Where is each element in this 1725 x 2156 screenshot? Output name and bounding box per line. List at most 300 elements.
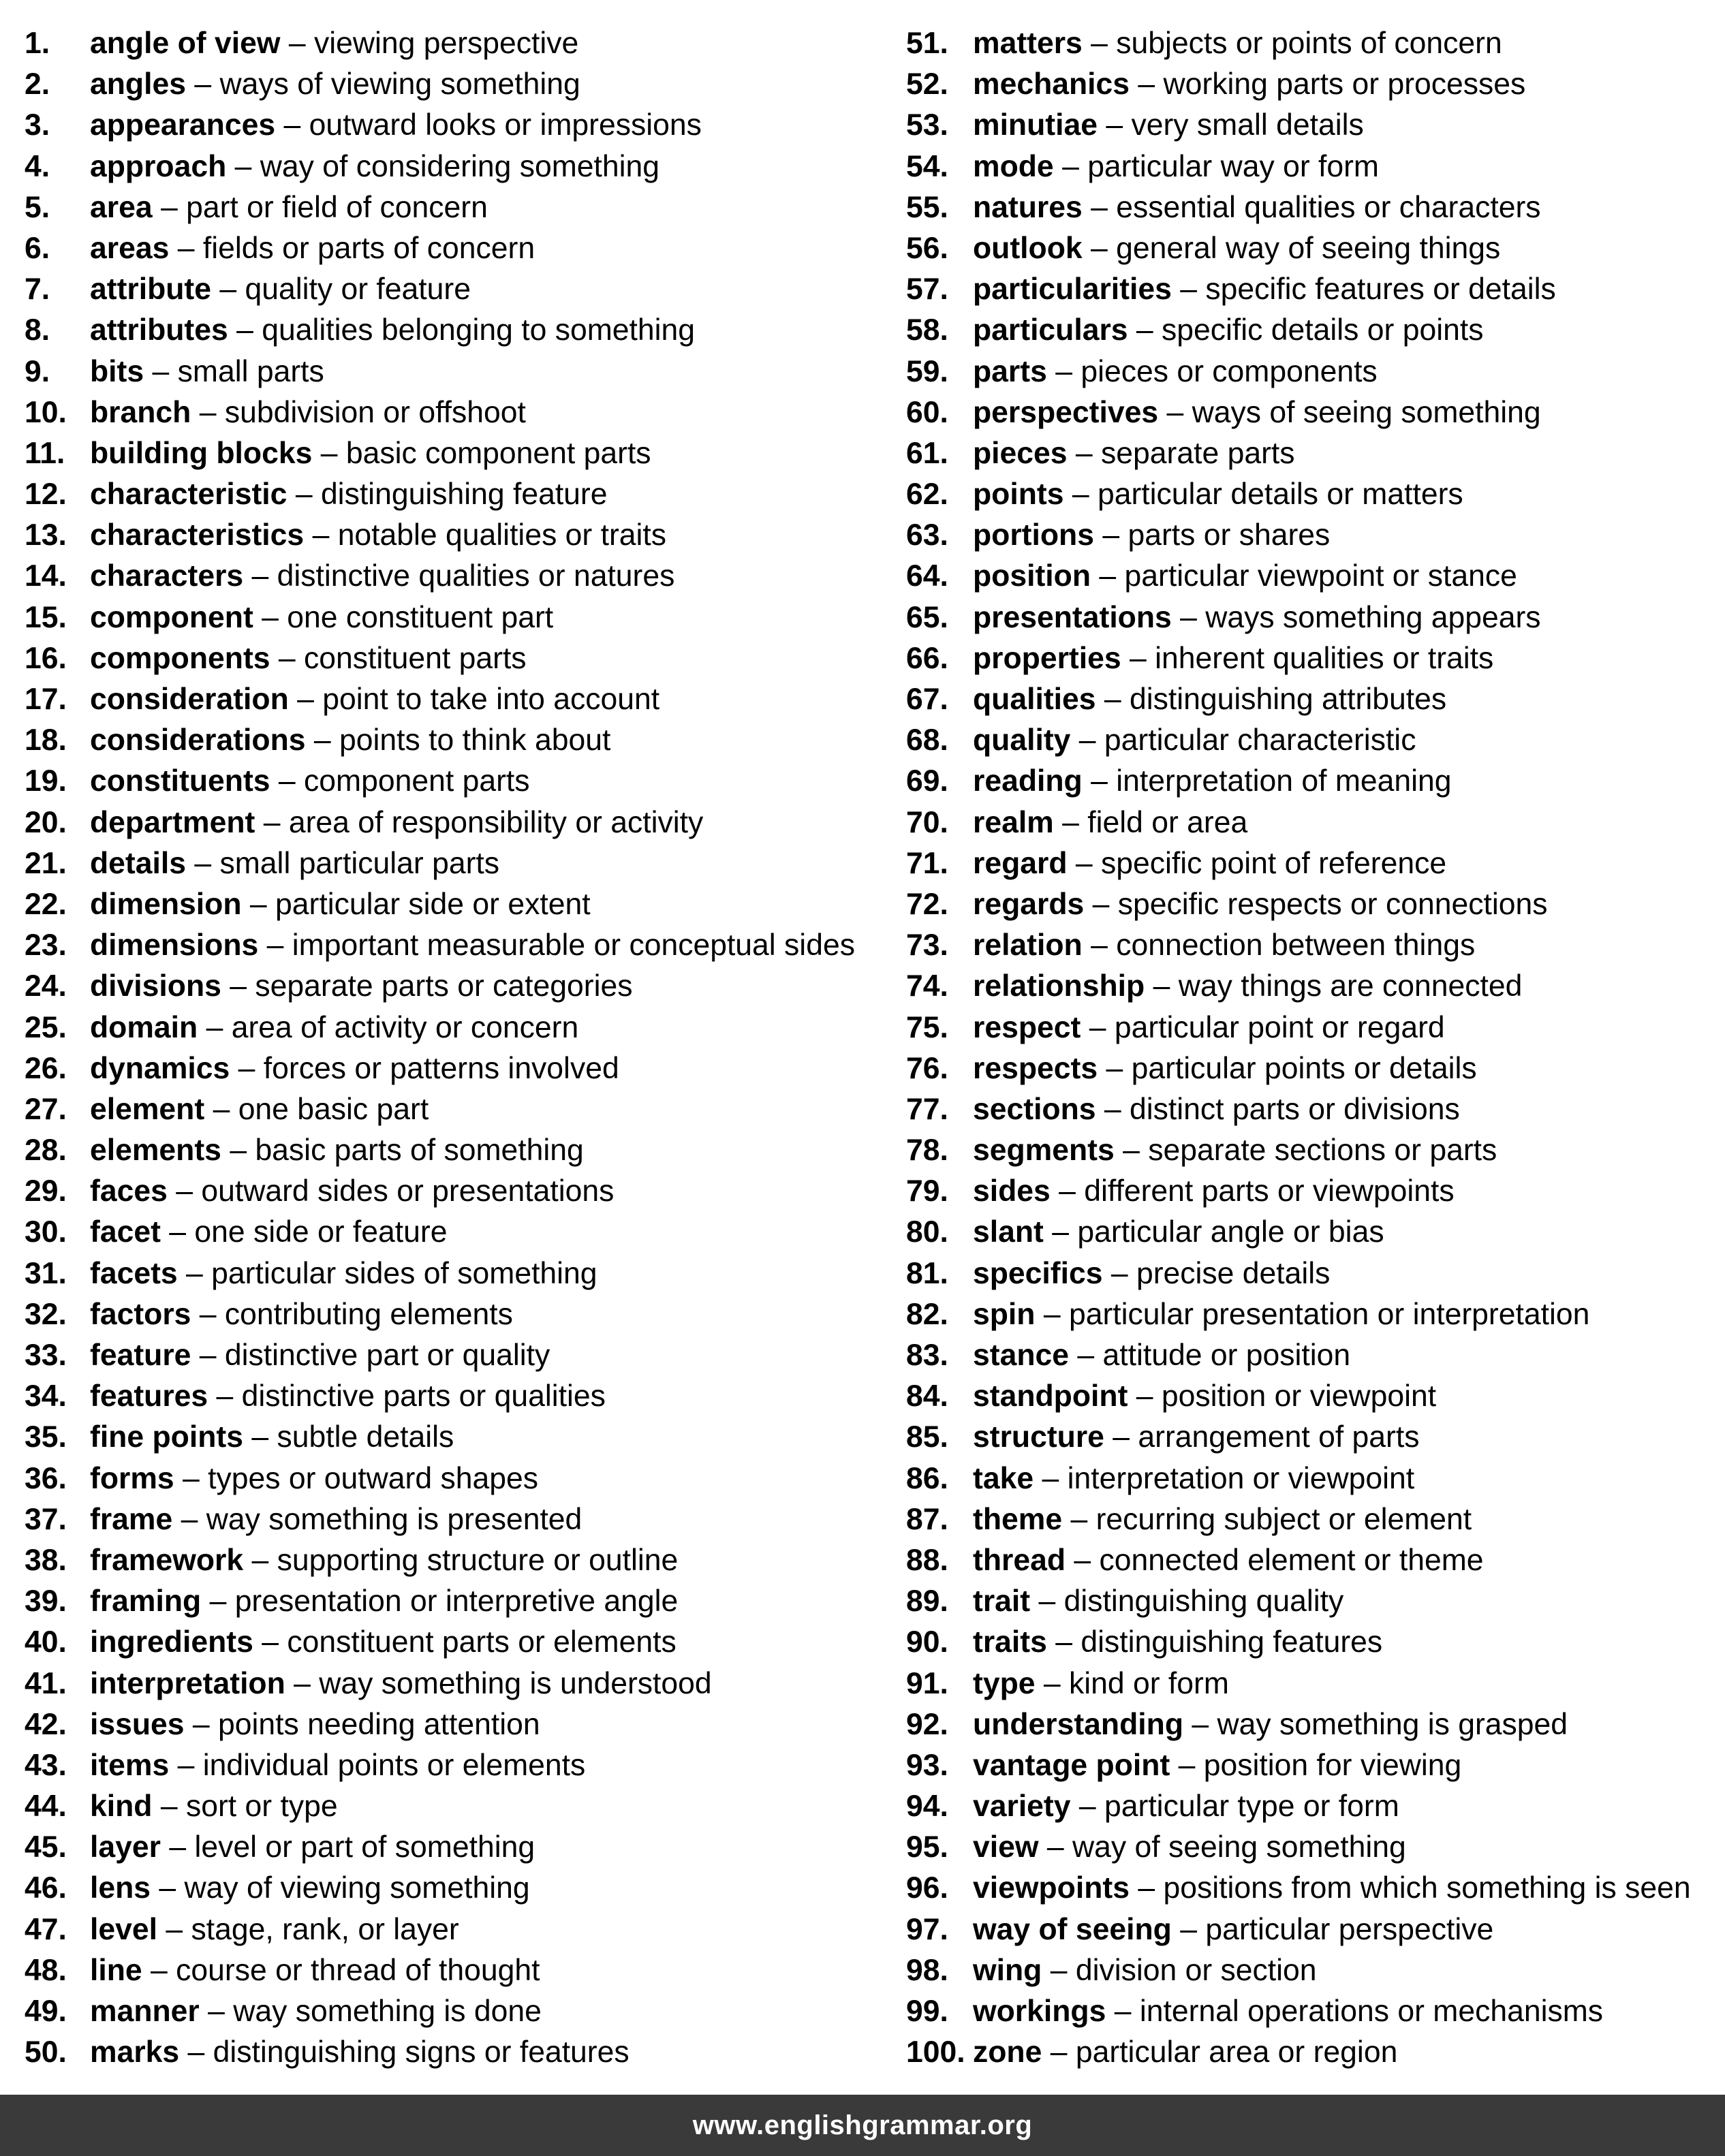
list-item [906, 1786, 1724, 1827]
item-term: specifics [973, 1256, 1103, 1290]
item-definition: essential qualities or characters [1116, 190, 1541, 224]
list-item [25, 23, 890, 64]
item-definition: interpretation of meaning [1116, 764, 1452, 798]
item-term: kind [90, 1790, 153, 1824]
item-term: ingredients [90, 1625, 253, 1659]
item-definition: particular angle or bias [1077, 1215, 1384, 1249]
item-separator: – [1055, 354, 1072, 388]
item-definition: distinctive qualities or natures [277, 559, 675, 593]
item-definition: pieces or components [1081, 354, 1378, 388]
item-number: 98. [906, 1953, 948, 1987]
item-term: sections [973, 1092, 1096, 1126]
item-definition: position or viewpoint [1161, 1379, 1437, 1413]
item-definition: distinguishing feature [320, 478, 608, 512]
item-term: consideration [90, 683, 289, 716]
item-separator: – [1055, 1625, 1072, 1659]
item-term: facets [90, 1256, 178, 1290]
item-term: viewpoints [973, 1871, 1130, 1905]
list-item [25, 1745, 890, 1786]
item-separator: – [266, 928, 284, 963]
list-item [25, 187, 890, 228]
item-term: segments [973, 1134, 1115, 1168]
list-item [906, 1745, 1724, 1786]
item-number: 24. [25, 969, 67, 1003]
item-definition: distinguishing attributes [1130, 683, 1447, 716]
item-number: 14. [25, 559, 67, 593]
item-number: 53. [906, 108, 948, 142]
list-item [906, 1376, 1724, 1417]
item-term: position [973, 559, 1091, 593]
item-definition: stage, rank, or layer [191, 1912, 459, 1946]
item-definition: kind or form [1069, 1666, 1229, 1700]
item-term: parts [973, 354, 1047, 388]
list-item [906, 1991, 1724, 2032]
item-definition: forces or patterns involved [263, 1051, 619, 1085]
item-definition: point to take into account [322, 683, 660, 716]
item-separator: – [1102, 518, 1120, 552]
item-separator: – [1052, 1215, 1069, 1249]
list-item [906, 23, 1724, 64]
item-definition: separate sections or parts [1148, 1134, 1497, 1168]
item-separator: – [208, 1995, 225, 2028]
item-number: 78. [906, 1134, 948, 1168]
item-definition: specific details or points [1162, 313, 1484, 347]
item-term: respects [973, 1051, 1098, 1085]
item-number: 29. [25, 1174, 67, 1208]
list-item [906, 1130, 1724, 1171]
item-term: components [90, 641, 270, 675]
item-number: 35. [25, 1420, 67, 1454]
list-item [906, 1007, 1724, 1048]
item-separator: – [1074, 1543, 1091, 1577]
item-separator: – [278, 764, 296, 798]
item-separator: – [1114, 1995, 1132, 2028]
item-definition: ways of viewing something [219, 67, 580, 101]
item-term: minutiae [973, 108, 1098, 142]
item-separator: – [151, 1953, 168, 1987]
item-number: 60. [906, 395, 948, 429]
item-term: framing [90, 1584, 202, 1619]
item-term: sides [973, 1174, 1051, 1208]
list-item [906, 2032, 1724, 2073]
item-definition: constituent parts or elements [287, 1625, 677, 1659]
item-separator: – [1180, 600, 1197, 634]
item-definition: component parts [304, 764, 530, 798]
item-number: 22. [25, 887, 67, 921]
list-item [25, 392, 890, 433]
item-definition: subdivision or offshoot [224, 395, 526, 429]
item-term: standpoint [973, 1379, 1128, 1413]
item-definition: attitude or position [1102, 1339, 1351, 1372]
item-number: 15. [25, 600, 67, 634]
item-number: 7. [25, 272, 50, 307]
item-number: 97. [906, 1912, 948, 1946]
item-term: respect [973, 1010, 1081, 1044]
item-term: take [973, 1461, 1034, 1495]
item-definition: particular presentation or interpretation [1068, 1297, 1590, 1331]
item-separator: – [1050, 1953, 1068, 1987]
item-term: lens [90, 1871, 151, 1905]
list-item [906, 351, 1724, 392]
item-term: appearances [90, 108, 276, 142]
item-term: details [90, 846, 186, 880]
item-definition: inherent qualities or traits [1155, 641, 1494, 675]
list-item [25, 1499, 890, 1540]
item-separator: – [1091, 231, 1108, 265]
item-term: factors [90, 1297, 191, 1331]
footer-bar [0, 2095, 1725, 2156]
item-separator: – [1178, 1748, 1196, 1782]
list-item [906, 1458, 1724, 1499]
item-term: element [90, 1092, 205, 1126]
item-definition: particular sides of something [211, 1256, 597, 1290]
item-definition: ways something appears [1205, 600, 1541, 634]
item-definition: way something is understood [319, 1666, 712, 1700]
item-definition: particular side or extent [275, 887, 591, 921]
item-term: variety [973, 1790, 1071, 1824]
item-separator: – [283, 108, 301, 142]
item-separator: – [1104, 683, 1121, 716]
item-separator: – [1077, 1339, 1095, 1372]
item-term: natures [973, 190, 1083, 224]
item-term: characteristics [90, 518, 305, 552]
item-separator: – [249, 887, 267, 921]
item-term: reading [973, 764, 1083, 798]
item-definition: working parts or processes [1163, 67, 1526, 101]
item-separator: – [1092, 887, 1110, 921]
item-term: angles [90, 67, 186, 101]
item-term: relation [973, 928, 1083, 963]
list-item [25, 1540, 890, 1581]
item-definition: basic parts of something [255, 1134, 584, 1168]
item-separator: – [294, 1666, 311, 1700]
list-item [906, 146, 1724, 187]
item-number: 57. [906, 272, 948, 307]
item-number: 39. [25, 1584, 67, 1619]
item-term: vantage point [973, 1748, 1170, 1782]
item-separator: – [1075, 436, 1093, 470]
item-number: 62. [906, 478, 948, 512]
list-item [906, 966, 1724, 1007]
item-number: 49. [25, 1995, 67, 2028]
item-separator: – [230, 969, 247, 1003]
item-separator: – [1104, 1092, 1121, 1126]
item-separator: – [1106, 108, 1123, 142]
item-definition: constituent parts [304, 641, 527, 675]
item-term: characters [90, 559, 244, 593]
item-definition: course or thread of thought [176, 1953, 540, 1987]
list-item [25, 1335, 890, 1376]
item-separator: – [1059, 1174, 1076, 1208]
item-definition: particular way or form [1087, 149, 1380, 183]
list-item [25, 1048, 890, 1089]
item-definition: subjects or points of concern [1116, 27, 1502, 60]
item-separator: – [297, 683, 314, 716]
item-separator: – [199, 395, 217, 429]
item-definition: connection between things [1116, 928, 1476, 963]
item-definition: particular characteristic [1104, 723, 1416, 757]
list-item [25, 351, 890, 392]
item-definition: area of responsibility or activity [288, 805, 704, 839]
item-number: 2. [25, 67, 50, 101]
item-definition: different parts or viewpoints [1084, 1174, 1455, 1208]
list-item [25, 1212, 890, 1253]
list-item [25, 1950, 890, 1991]
item-definition: notable qualities or traits [337, 518, 667, 552]
item-separator: – [1078, 1790, 1096, 1824]
item-definition: very small details [1131, 108, 1364, 142]
list-item [906, 64, 1724, 105]
item-separator: – [1091, 27, 1108, 60]
item-definition: recurring subject or element [1095, 1502, 1472, 1536]
item-definition: separate parts [1101, 436, 1295, 470]
item-separator: – [166, 1912, 183, 1946]
item-definition: specific point of reference [1101, 846, 1447, 880]
item-number: 73. [906, 928, 948, 963]
list-item [25, 269, 890, 310]
item-separator: – [1153, 969, 1170, 1003]
item-separator: – [1089, 1010, 1106, 1044]
item-separator: – [187, 2035, 205, 2069]
item-number: 46. [25, 1871, 67, 1905]
item-number: 77. [906, 1092, 948, 1126]
item-term: pieces [973, 436, 1068, 470]
item-separator: – [1043, 1297, 1061, 1331]
item-definition: fields or parts of concern [202, 231, 535, 265]
item-term: trait [973, 1584, 1031, 1619]
item-number: 82. [906, 1297, 948, 1331]
item-separator: – [181, 1502, 198, 1536]
item-term: relationship [973, 969, 1145, 1003]
list-item [906, 228, 1724, 269]
list-item [906, 1171, 1724, 1212]
item-separator: – [1180, 1912, 1197, 1946]
item-term: view [973, 1830, 1039, 1864]
list-item [906, 1294, 1724, 1335]
item-number: 47. [25, 1912, 67, 1946]
item-number: 20. [25, 805, 67, 839]
item-number: 92. [906, 1707, 948, 1741]
item-term: features [90, 1379, 208, 1413]
item-separator: – [152, 354, 170, 388]
item-number: 32. [25, 1297, 67, 1331]
item-definition: way something is presented [206, 1502, 582, 1536]
item-term: thread [973, 1543, 1066, 1577]
list-item [906, 1950, 1724, 1991]
item-definition: points needing attention [218, 1707, 540, 1741]
list-item [906, 925, 1724, 966]
item-number: 18. [25, 723, 67, 757]
item-separator: – [263, 805, 281, 839]
item-separator: – [234, 149, 252, 183]
item-separator: – [194, 846, 212, 880]
item-definition: positions from which something is seen [1163, 1871, 1691, 1905]
item-number: 1. [25, 27, 50, 60]
item-term: issues [90, 1707, 185, 1741]
item-definition: subtle details [277, 1420, 454, 1454]
item-definition: connected element or theme [1099, 1543, 1484, 1577]
item-separator: – [320, 436, 338, 470]
item-number: 96. [906, 1871, 948, 1905]
item-definition: presentation or interpretive angle [234, 1584, 679, 1619]
item-separator: – [1110, 1256, 1128, 1290]
item-definition: ways of seeing something [1192, 395, 1541, 429]
item-separator: – [199, 1297, 217, 1331]
item-term: faces [90, 1174, 168, 1208]
list-item [25, 1663, 890, 1704]
item-term: qualities [973, 683, 1096, 716]
item-definition: individual points or elements [202, 1748, 586, 1782]
word-list-right-column [906, 23, 1724, 2073]
item-number: 45. [25, 1830, 67, 1864]
item-definition: specific respects or connections [1117, 887, 1548, 921]
item-separator: – [1050, 2035, 1068, 2069]
item-term: angle of view [90, 27, 281, 60]
item-definition: precise details [1136, 1256, 1331, 1290]
item-separator: – [1123, 1134, 1140, 1168]
word-list-left-column [25, 23, 890, 2073]
list-item [25, 310, 890, 351]
item-number: 75. [906, 1010, 948, 1044]
item-separator: – [160, 1790, 178, 1824]
item-term: properties [973, 641, 1121, 675]
item-number: 16. [25, 641, 67, 675]
item-number: 94. [906, 1790, 948, 1824]
item-term: portions [973, 518, 1094, 552]
item-number: 67. [906, 683, 948, 716]
item-definition: general way of seeing things [1116, 231, 1501, 265]
item-number: 63. [906, 518, 948, 552]
item-separator: – [1136, 1379, 1153, 1413]
item-definition: viewing perspective [313, 27, 579, 60]
list-item [906, 1622, 1724, 1663]
list-item [25, 1171, 890, 1212]
item-term: facet [90, 1215, 161, 1249]
item-definition: level or part of something [194, 1830, 535, 1864]
item-number: 41. [25, 1666, 67, 1700]
item-term: branch [90, 395, 191, 429]
list-item [25, 146, 890, 187]
item-separator: – [1192, 1707, 1209, 1741]
item-definition: distinguishing signs or features [213, 2035, 630, 2069]
item-term: wing [973, 1953, 1042, 1987]
list-item [25, 1089, 890, 1130]
list-item [906, 720, 1724, 761]
item-number: 86. [906, 1461, 948, 1495]
item-definition: separate parts or categories [255, 969, 633, 1003]
item-separator: – [1106, 1051, 1123, 1085]
list-item [25, 1253, 890, 1294]
item-number: 9. [25, 354, 50, 388]
item-definition: field or area [1087, 805, 1248, 839]
item-term: marks [90, 2035, 180, 2069]
list-item [906, 1704, 1724, 1745]
item-separator: – [1138, 67, 1155, 101]
item-term: spin [973, 1297, 1036, 1331]
item-number: 66. [906, 641, 948, 675]
item-definition: one side or feature [194, 1215, 448, 1249]
item-number: 69. [906, 764, 948, 798]
item-number: 81. [906, 1256, 948, 1290]
item-number: 79. [906, 1174, 948, 1208]
item-term: stance [973, 1339, 1069, 1372]
item-number: 56. [906, 231, 948, 265]
list-item [25, 638, 890, 679]
item-number: 19. [25, 764, 67, 798]
item-term: type [973, 1666, 1036, 1700]
item-number: 6. [25, 231, 50, 265]
list-item [906, 310, 1724, 351]
item-term: level [90, 1912, 157, 1946]
list-item [25, 1704, 890, 1745]
item-number: 55. [906, 190, 948, 224]
item-definition: types or outward shapes [208, 1461, 538, 1495]
item-separator: – [186, 1256, 203, 1290]
item-term: considerations [90, 723, 306, 757]
item-definition: parts or shares [1128, 518, 1331, 552]
item-separator: – [238, 1051, 255, 1085]
item-number: 65. [906, 600, 948, 634]
item-number: 89. [906, 1584, 948, 1619]
list-item [25, 228, 890, 269]
item-number: 4. [25, 149, 50, 183]
item-number: 38. [25, 1543, 67, 1577]
list-item [25, 720, 890, 761]
item-number: 42. [25, 1707, 67, 1741]
item-definition: part or field of concern [186, 190, 488, 224]
item-term: structure [973, 1420, 1104, 1454]
item-definition: way of viewing something [184, 1871, 530, 1905]
item-definition: supporting structure or outline [277, 1543, 679, 1577]
item-separator: – [1046, 1830, 1064, 1864]
list-item [25, 1868, 890, 1909]
item-definition: qualities belonging to something [262, 313, 696, 347]
item-separator: – [1180, 272, 1197, 307]
item-separator: – [1166, 395, 1184, 429]
item-term: quality [973, 723, 1071, 757]
item-number: 80. [906, 1215, 948, 1249]
list-item [906, 1212, 1724, 1253]
item-definition: points to think about [339, 723, 611, 757]
item-term: dynamics [90, 1051, 230, 1085]
item-separator: – [194, 67, 212, 101]
item-separator: – [295, 478, 313, 512]
item-number: 100. [906, 2035, 965, 2069]
item-number: 40. [25, 1625, 67, 1659]
item-number: 27. [25, 1092, 67, 1126]
item-number: 31. [25, 1256, 67, 1290]
list-item [25, 802, 890, 843]
item-definition: distinctive parts or qualities [241, 1379, 606, 1413]
list-item [25, 2032, 890, 2073]
item-separator: – [1075, 846, 1093, 880]
item-separator: – [169, 1830, 187, 1864]
item-number: 34. [25, 1379, 67, 1413]
item-separator: – [1091, 190, 1108, 224]
item-number: 33. [25, 1339, 67, 1372]
list-item [906, 1417, 1724, 1458]
item-separator: – [1136, 313, 1153, 347]
item-number: 95. [906, 1830, 948, 1864]
item-number: 3. [25, 108, 50, 142]
item-term: mechanics [973, 67, 1130, 101]
item-definition: specific features or details [1205, 272, 1556, 307]
item-separator: – [1062, 149, 1079, 183]
item-separator: – [1099, 559, 1117, 593]
item-term: domain [90, 1010, 198, 1044]
item-definition: distinguishing features [1081, 1625, 1383, 1659]
item-number: 11. [25, 436, 65, 470]
